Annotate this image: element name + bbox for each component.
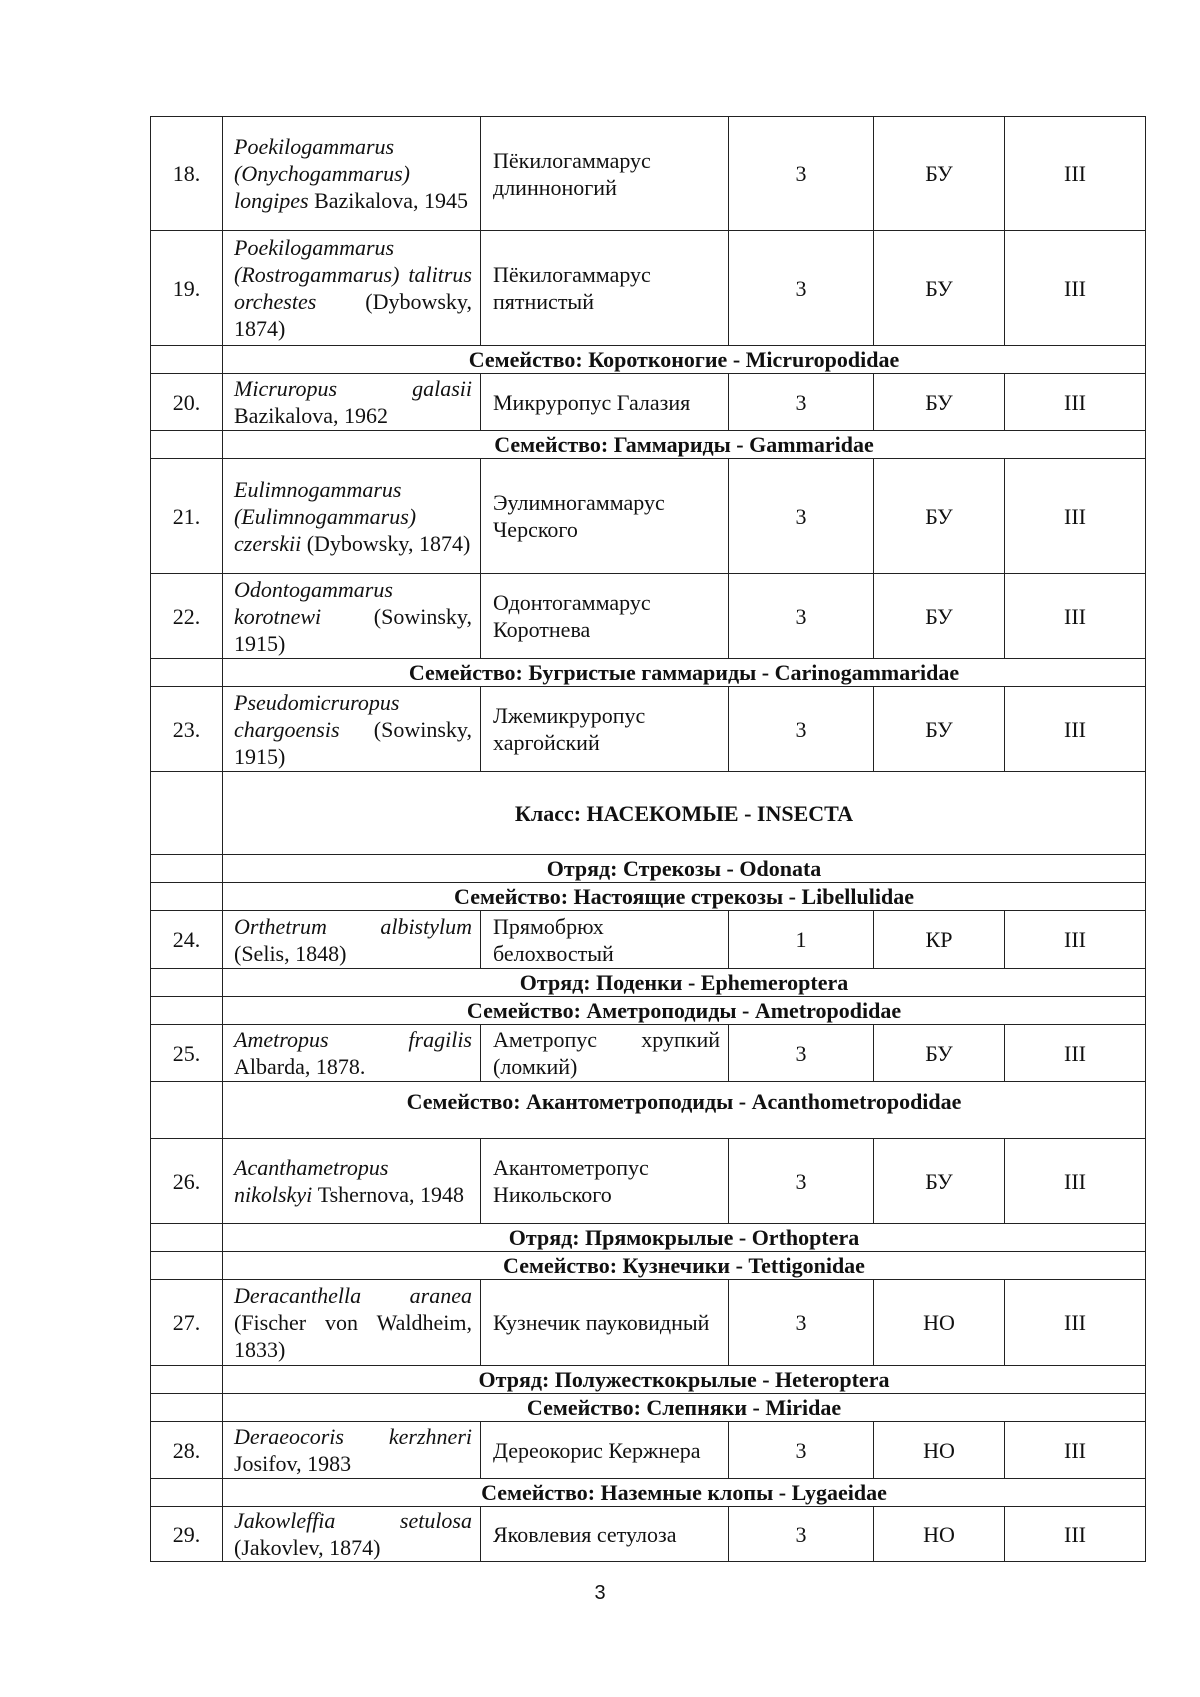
header-empty-cell — [150, 346, 222, 373]
latin-name — [234, 576, 472, 657]
rarity-category: 3 — [728, 1422, 873, 1478]
russian-name: Акантометропус Никольского — [493, 1155, 649, 1207]
section-header: Семейство: Слепняки - Miridae — [222, 1394, 1146, 1421]
russian-name: Яковлевия сетулоза — [493, 1521, 677, 1547]
latin-binomial: Acanthametropus nikolskyi — [234, 1155, 389, 1207]
rarity-category: 3 — [728, 1507, 873, 1561]
status-code: НО — [873, 1507, 1004, 1561]
latin-binomial: Pseudomicruropus chargoensis — [234, 689, 400, 742]
latin-name-cell — [222, 117, 480, 230]
section-header: Отряд: Поденки - Ephemeroptera — [222, 969, 1146, 996]
species-row — [150, 458, 1146, 573]
latin-name — [234, 1282, 472, 1363]
species-row — [150, 373, 1146, 430]
section-header-row — [150, 996, 1146, 1024]
species-row — [150, 1024, 1146, 1081]
section-header: Семейство: Бугристые гаммариды - Carinogammaridae — [222, 659, 1146, 686]
section-header-row — [150, 771, 1146, 854]
latin-name-cell — [222, 1280, 480, 1365]
species-author: Albarda, 1878. — [234, 1054, 366, 1079]
header-empty-cell — [150, 855, 222, 882]
latin-name — [234, 1423, 472, 1477]
species-author: (Sowinsky, 1915) — [234, 603, 472, 656]
zone-code: III — [1004, 1507, 1146, 1561]
russian-name: Кузнечик пауковидный — [493, 1310, 710, 1335]
russian-name-cell — [480, 117, 728, 230]
row-number: 20. — [150, 374, 222, 430]
russian-name-cell — [480, 1507, 728, 1561]
latin-binomial: Poekilogammarus (Rostrogammarus) talitrus orchestes — [234, 235, 472, 314]
section-header-row — [150, 1223, 1146, 1251]
section-header-row — [150, 1081, 1146, 1138]
latin-name-cell — [222, 1025, 480, 1081]
status-code: БУ — [873, 574, 1004, 658]
species-author: Josifov, 1983 — [234, 1451, 352, 1476]
russian-name: Микруропус Галазия — [493, 389, 691, 415]
row-number: 19. — [150, 231, 222, 345]
latin-binomial: Micruropus galasii — [234, 376, 472, 401]
section-header: Семейство: Гаммариды - Gammaridae — [222, 431, 1146, 458]
status-code: БУ — [873, 374, 1004, 430]
latin-name — [234, 375, 472, 429]
status-code: БУ — [873, 231, 1004, 345]
zone-code: III — [1004, 1280, 1146, 1365]
latin-name — [234, 133, 472, 214]
zone-code: III — [1004, 374, 1146, 430]
section-header-row — [150, 430, 1146, 458]
latin-binomial: Odontogammarus korotnewi — [234, 576, 393, 629]
zone-code: III — [1004, 911, 1146, 968]
zone-code: III — [1004, 1422, 1146, 1478]
section-header: Семейство: Акантометроподиды - Acanthometropodidae — [222, 1082, 1146, 1138]
latin-name-cell — [222, 374, 480, 430]
species-author: Tshernova, 1948 — [317, 1182, 465, 1207]
zone-code: III — [1004, 574, 1146, 658]
section-header: Класс: НАСЕКОМЫЕ - INSECTA — [222, 772, 1146, 854]
page-number: 3 — [594, 1582, 606, 1604]
header-empty-cell — [150, 1082, 222, 1138]
latin-name — [234, 913, 472, 967]
status-code: БУ — [873, 1139, 1004, 1223]
header-empty-cell — [150, 431, 222, 458]
row-number: 23. — [150, 687, 222, 771]
section-header-row — [150, 1251, 1146, 1279]
rarity-category: 3 — [728, 1280, 873, 1365]
zone-code: III — [1004, 1139, 1146, 1223]
section-header-row — [150, 854, 1146, 882]
status-code: НО — [873, 1280, 1004, 1365]
row-number: 26. — [150, 1139, 222, 1223]
russian-name: Пёкилогаммарус пятнистый — [493, 262, 651, 314]
section-header-row — [150, 345, 1146, 373]
latin-name — [234, 689, 472, 770]
species-author: (Fischer von Waldheim, 1833) — [234, 1310, 472, 1362]
latin-name-cell — [222, 459, 480, 573]
latin-name-cell — [222, 231, 480, 345]
header-empty-cell — [150, 1479, 222, 1506]
latin-binomial: Poekilogammarus (Onychogammarus) longipes — [234, 134, 410, 213]
russian-name-cell — [480, 1422, 728, 1478]
russian-name-cell — [480, 459, 728, 573]
section-header-row — [150, 882, 1146, 910]
russian-name-cell — [480, 574, 728, 658]
latin-name — [234, 1154, 472, 1208]
status-code: БУ — [873, 1025, 1004, 1081]
russian-name-cell — [480, 374, 728, 430]
row-number: 18. — [150, 117, 222, 230]
russian-name: Аметропус хрупкий (ломкий) — [493, 1027, 720, 1079]
zone-code: III — [1004, 231, 1146, 345]
status-code: НО — [873, 1422, 1004, 1478]
row-number: 21. — [150, 459, 222, 573]
russian-name-cell — [480, 1025, 728, 1081]
header-empty-cell — [150, 969, 222, 996]
rarity-category: 3 — [728, 459, 873, 573]
latin-name-cell — [222, 574, 480, 658]
row-number: 27. — [150, 1280, 222, 1365]
section-header: Отряд: Прямокрылые - Orthoptera — [222, 1224, 1146, 1251]
section-header-row — [150, 1365, 1146, 1393]
species-row — [150, 910, 1146, 968]
row-number: 29. — [150, 1507, 222, 1561]
species-author: Bazikalova, 1962 — [234, 403, 388, 428]
russian-name-cell — [480, 911, 728, 968]
section-header: Семейство: Аметроподиды - Ametropodidae — [222, 997, 1146, 1024]
species-row — [150, 1421, 1146, 1478]
species-row — [150, 1279, 1146, 1365]
species-author: Bazikalova, 1945 — [314, 188, 469, 213]
latin-name-cell — [222, 1139, 480, 1223]
header-empty-cell — [150, 997, 222, 1024]
row-number: 24. — [150, 911, 222, 968]
species-row — [150, 116, 1146, 230]
species-row — [150, 686, 1146, 771]
zone-code: III — [1004, 117, 1146, 230]
rarity-category: 3 — [728, 117, 873, 230]
section-header-row — [150, 1478, 1146, 1506]
zone-code: III — [1004, 459, 1146, 573]
latin-name — [234, 476, 472, 557]
russian-name-cell — [480, 231, 728, 345]
species-row — [150, 1506, 1146, 1562]
latin-name — [234, 1507, 472, 1561]
rarity-category: 3 — [728, 574, 873, 658]
latin-name-cell — [222, 1422, 480, 1478]
zone-code: III — [1004, 1025, 1146, 1081]
russian-name-cell — [480, 1280, 728, 1365]
species-row — [150, 230, 1146, 345]
latin-name — [234, 1026, 472, 1080]
header-empty-cell — [150, 1394, 222, 1421]
zone-code: III — [1004, 687, 1146, 771]
row-number: 28. — [150, 1422, 222, 1478]
section-header: Семейство: Кузнечики - Tettigonidae — [222, 1252, 1146, 1279]
latin-binomial: Deraeocoris kerzhneri — [234, 1424, 472, 1449]
russian-name: Эулимногаммарус Черского — [493, 490, 665, 542]
species-author: (Jakovlev, 1874) — [234, 1535, 381, 1560]
header-empty-cell — [150, 1366, 222, 1393]
section-header: Семейство: Наземные клопы - Lygaeidae — [222, 1479, 1146, 1506]
header-empty-cell — [150, 1224, 222, 1251]
latin-name — [234, 234, 472, 342]
header-empty-cell — [150, 772, 222, 854]
rarity-category: 3 — [728, 374, 873, 430]
status-code: БУ — [873, 687, 1004, 771]
species-author: (Dybowsky, 1874) — [234, 289, 472, 341]
section-header-row — [150, 1393, 1146, 1421]
russian-name-cell — [480, 687, 728, 771]
latin-binomial: Jakowleffia setulosa — [234, 1508, 472, 1533]
section-header-row — [150, 968, 1146, 996]
section-header: Семейство: Настоящие стрекозы - Libellulidae — [222, 883, 1146, 910]
latin-binomial: Ametropus fragilis — [234, 1027, 472, 1052]
rarity-category: 3 — [728, 231, 873, 345]
rarity-category: 3 — [728, 1025, 873, 1081]
latin-binomial: Orthetrum albistylum — [234, 913, 472, 939]
row-number: 22. — [150, 574, 222, 658]
header-empty-cell — [150, 883, 222, 910]
species-row — [150, 1138, 1146, 1223]
row-number: 25. — [150, 1025, 222, 1081]
rarity-category: 1 — [728, 911, 873, 968]
species-row — [150, 573, 1146, 658]
header-empty-cell — [150, 659, 222, 686]
russian-name-cell — [480, 1139, 728, 1223]
russian-name: Лжемикруропус харгойский — [493, 703, 646, 755]
section-header: Семейство: Коротконогие - Micruropodidae — [222, 346, 1146, 373]
species-author: (Selis, 1848) — [234, 940, 347, 966]
russian-name: Прямобрюх белохвостый — [493, 913, 614, 966]
russian-name: Одонтогаммарус Коротнева — [493, 590, 651, 642]
latin-name-cell — [222, 687, 480, 771]
header-empty-cell — [150, 1252, 222, 1279]
latin-name-cell — [222, 1507, 480, 1561]
latin-name-cell — [222, 911, 480, 968]
species-author: (Dybowsky, 1874) — [306, 530, 471, 556]
section-header-row — [150, 658, 1146, 686]
latin-binomial: Deracanthella aranea — [234, 1283, 472, 1308]
section-header: Отряд: Стрекозы - Odonata — [222, 855, 1146, 882]
species-author: (Sowinsky, 1915) — [234, 716, 472, 769]
latin-binomial: Eulimnogammarus (Eulimnogammarus) czerskii — [234, 476, 417, 556]
section-header: Отряд: Полужесткокрылые - Heteroptera — [222, 1366, 1146, 1393]
rarity-category: 3 — [728, 687, 873, 771]
russian-name: Пёкилогаммарус длинноногий — [493, 147, 651, 200]
russian-name: Дереокорис Кержнера — [493, 1437, 701, 1463]
status-code: БУ — [873, 117, 1004, 230]
status-code: БУ — [873, 459, 1004, 573]
status-code: КР — [873, 911, 1004, 968]
rarity-category: 3 — [728, 1139, 873, 1223]
